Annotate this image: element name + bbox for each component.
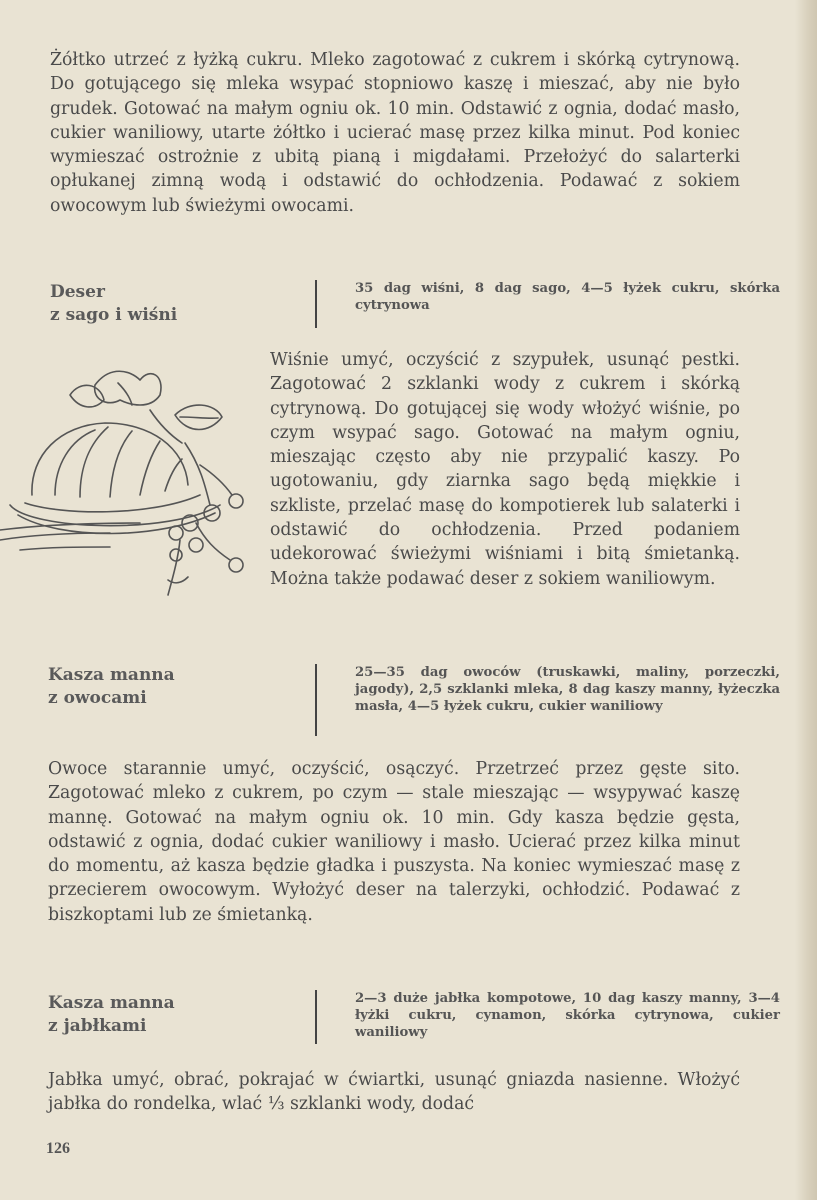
ingredients-deser-sago: 35 dag wiśni, 8 dag sago, 4—5 łyżek cukru, skórka cytrynowa [315,280,780,328]
recipe-title-line1: Kasza manna [48,993,175,1013]
intro-paragraph: Żółtko utrzeć z łyżką cukru. Mleko zagotować z cukrem i skórką cytrynową. Do gotującego się mleka wsypać stopniowo kaszę i mieszać, aby nie było grudek. Gotować na małym ogniu ok. 10 min. Odstawić z ognia, dodać masło, cukier waniliowy, utarte żółtko i ucierać masę przez kilka minut. Pod koniec wymieszać ostrożnie z ubitą pianą i migdałami. Przełożyć do salarterki opłukanej zimną wodą i odstawić do ochłodzenia. Podawać z sokiem owocowym lub świeżymi owocami. [50,50,740,216]
instructions-kasza-jablka: Jabłka umyć, obrać, pokrajać w ćwiartki, usunąć gniazda nasienne. Włożyć jabłka do rondelka, wlać ⅓ szklanki wody, dodać [48,1070,740,1115]
page-edge-shadow [795,0,817,1200]
recipe-title-line2: z jabłkami [48,1016,147,1036]
ingredients-kasza-jablka: 2—3 duże jabłka kompotowe, 10 dag kaszy manny, 3—4 łyżki cukru, cynamon, skórka cytrynowa, cukier waniliowy [315,990,780,1044]
recipe-title-line1: Kasza manna [48,665,175,685]
recipe-title-line1: Deser [50,282,105,302]
ingredients-kasza-owoce: 25—35 dag owoców (truskawki, maliny, porzeczki, jagody), 2,5 szklanki mleka, 8 dag kaszy manny, łyżeczka masła, 4—5 łyżek cukru, cukier waniliowy [315,664,780,736]
recipe-title-kasza-jablka [48,992,278,1038]
dessert-with-cherries-illustration [0,355,270,600]
recipe-title-kasza-owoce [48,664,278,710]
recipe-title-line2: z sago i wiśni [50,305,178,325]
instructions-deser-sago: Wiśnie umyć, oczyścić z szypułek, usunąć pestki. Zagotować 2 szklanki wody z cukrem i skórką cytrynową. Do gotującej się wody włożyć wiśnie, po czym wsypać sago. Gotować na małym ogniu, mieszając często aby nie przypalić kaszy. Po ugotowaniu, gdy ziarnka sago będą miękkie i szkliste, przelać masę do kompotierek lub salaterki i odstawić do ochłodzenia. Przed podaniem udekorować świeżymi wiśniami i bitą śmietanką. Można także podawać deser z sokiem waniliowym. [270,350,740,589]
instructions-kasza-owoce: Owoce starannie umyć, oczyścić, osączyć. Przetrzeć przez gęste sito. Zagotować mleko z cukrem, po czym — stale mieszając — wsypywać kaszę mannę. Gotować na małym ogniu ok. 10 min. Gdy kasza będzie gęsta, odstawić z ognia, dodać cukier waniliowy i masło. Ucierać przez kilka minut do momentu, aż kasza będzie gładka i puszysta. Na koniec wymieszać masę z przecierem owocowym. Wyłożyć deser na talerzyki, ochłodzić. Podawać z biszkoptami lub ze śmietanką. [48,759,740,925]
recipe-title-line2: z owocami [48,688,147,708]
recipe-title-deser-sago [50,281,280,327]
page-number: 126 [46,1140,70,1157]
